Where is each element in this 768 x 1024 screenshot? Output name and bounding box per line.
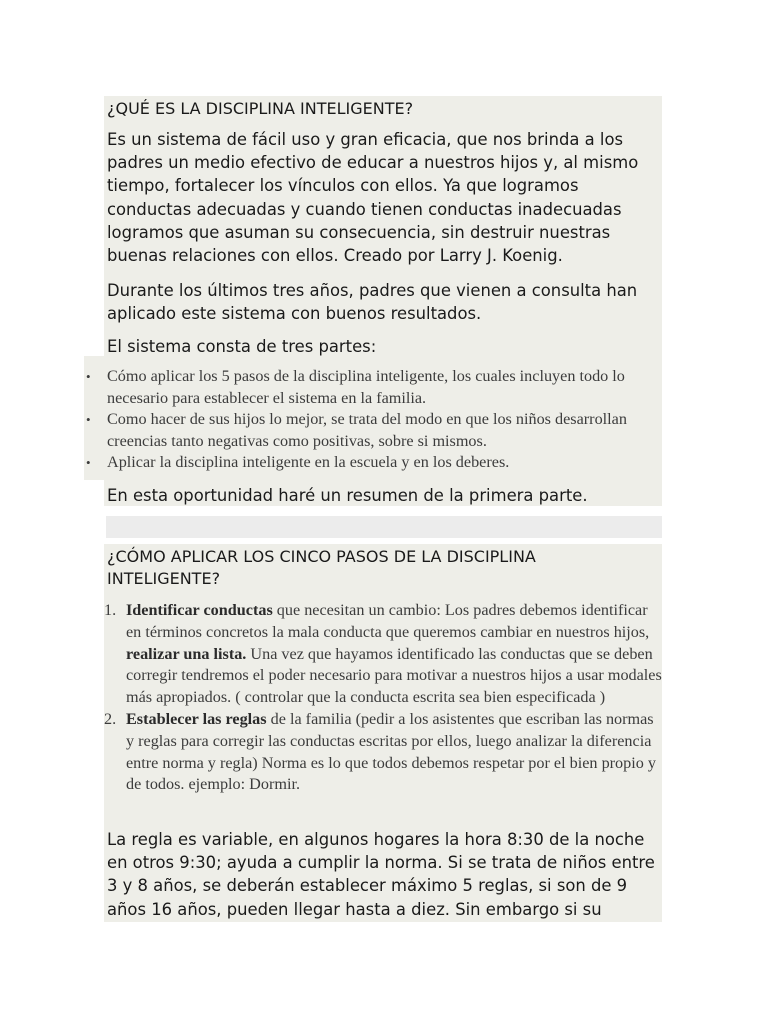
step-key-phrase: realizar una lista.: [126, 644, 247, 663]
parts-list: [84, 366, 659, 474]
step-number: 2.: [104, 709, 117, 728]
results-paragraph: Durante los últimos tres años, padres que vienen a consulta han aplicado este sistema con buenos resultados.: [107, 281, 638, 324]
list-item: [84, 366, 659, 409]
section-divider: [106, 516, 662, 538]
summary-note: En esta oportunidad haré un resumen de la primera parte.: [107, 486, 588, 505]
list-item-text: Aplicar la disciplina inteligente en la escuela y en los deberes.: [107, 453, 510, 471]
step-text: de la familia (pedir a los asistentes que escriban las normas y reglas para corregir las conductas escritas por ellos, luego analizar la diferencia entre norma y regla) Norma es lo que todos debemos respetar por el bien propio y de todos. ejemplo: Dormir.: [126, 709, 656, 794]
list-item-text: Como hacer de sus hijos lo mejor, se trata del modo en que los niños desarrollan creencias tanto negativas como positivas, sobre si mismos.: [107, 410, 627, 450]
intro-paragraph: Es un sistema de fácil uso y gran eficacia, que nos brinda a los padres un medio efectivo de educar a nuestros hijos y, al mismo tiempo, fortalecer los vínculos con ellos. Ya que logramos conductas adecuadas y cuando tienen conductas inadecuadas logramos que asuman su consecuencia, sin destruir nuestras buenas relaciones con ellos. Creado por Larry J. Koenig.: [107, 130, 639, 266]
step-item: [104, 709, 662, 796]
step-number: 1.: [104, 601, 117, 619]
step-key-phrase: Identificar conductas: [126, 601, 273, 619]
rules-paragraph: La regla es variable, en algunos hogares la hora 8:30 de la noche en otros 9:30; ayuda a cumplir la norma. Si se trata de niños entre 3 y 8 años, se deberán establecer máximo 5 reglas, si son de 9 años 16 años, pueden llegar hasta a diez. Sin embargo si su: [107, 830, 655, 919]
step-item: [104, 600, 662, 709]
bullet-icon: •: [86, 369, 91, 384]
list-item: [84, 409, 659, 452]
bullet-icon: •: [86, 455, 91, 470]
bullet-icon: •: [86, 412, 91, 427]
step-key-phrase: Establecer las reglas: [126, 709, 267, 728]
list-item-text: Cómo aplicar los 5 pasos de la disciplina inteligente, los cuales incluyen todo lo necesario para establecer el sistema en la familia.: [107, 367, 625, 407]
parts-intro: El sistema consta de tres partes:: [107, 337, 377, 356]
list-item: [84, 452, 659, 474]
section-title: ¿CÓMO APLICAR LOS CINCO PASOS DE LA DISCIPLINA INTELIGENTE?: [107, 547, 536, 588]
steps-list: [104, 600, 662, 796]
step-text: Una vez que hayamos identificado las conductas que se deben corregir tendremos el poder necesario para motivar a nuestros hijos a usar modales más apropiados. ( controlar que la conducta escrita sea bien especificada ): [126, 644, 662, 707]
step-text: que necesitan un cambio: Los padres debemos identificar en términos concretos la mala conducta que queremos cambiar en nuestros hijos,: [126, 601, 650, 641]
section-title: ¿QUÉ ES LA DISCIPLINA INTELIGENTE?: [107, 99, 414, 118]
